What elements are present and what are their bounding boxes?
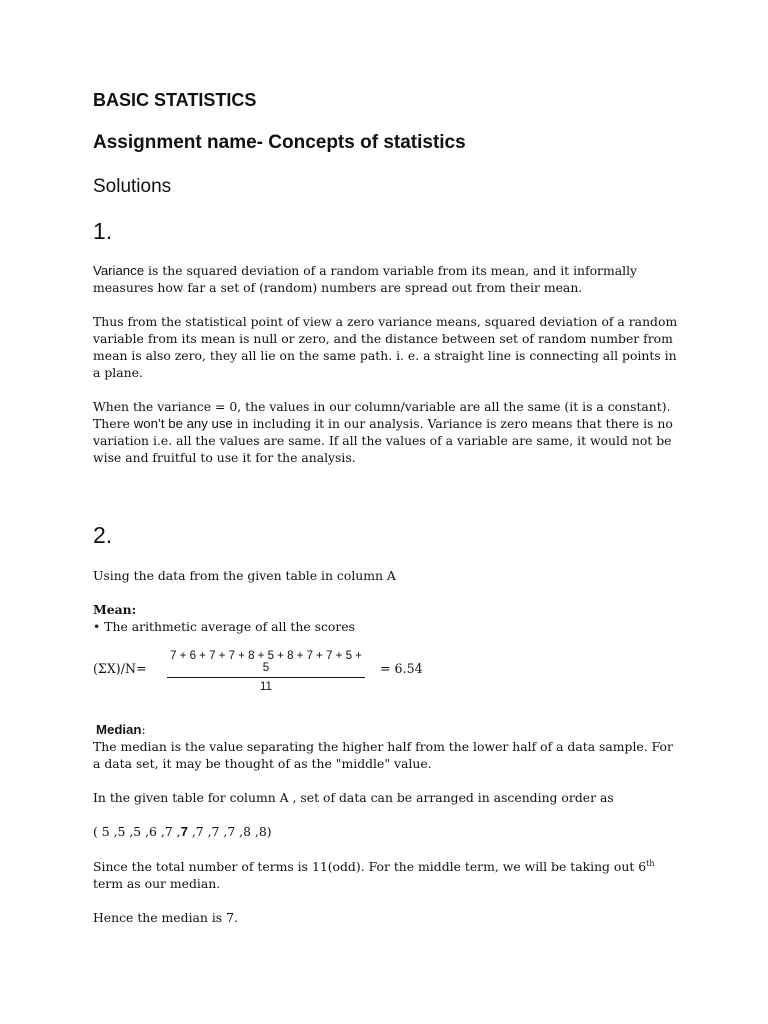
ordered-data bbox=[93, 823, 683, 840]
implication-part-a: When the variance = 0, the values in our column/variable are all the same (it is a constant). There bbox=[93, 399, 671, 431]
ordered-data-start: ( 5 ,5 ,5 ,6 ,7 , bbox=[93, 824, 181, 839]
median-label-line bbox=[96, 721, 686, 738]
solutions-heading: Solutions bbox=[93, 176, 172, 197]
median-result: Hence the median is 7. bbox=[93, 910, 238, 925]
implication-emphasis: won’t be any use bbox=[133, 416, 233, 431]
median-definition: The median is the value separating the higher half from the lower half of a data sample. For a data set, it may be thought of as the "middle" value. bbox=[93, 739, 673, 771]
q2-intro: Using the data from the given table in column A bbox=[93, 568, 396, 583]
variance-term: Variance bbox=[93, 263, 145, 278]
variance-definition: is the squared deviation of a random variable from its mean, and it informally measures how far a set of (random) numbers are spread out from their mean. bbox=[93, 263, 638, 295]
formula-fraction bbox=[167, 650, 365, 693]
question-2-number: 2. bbox=[93, 522, 113, 548]
ordered-data-middle: 7 bbox=[180, 824, 188, 839]
ordered-data-end: ,7 ,7 ,7 ,8 ,8) bbox=[187, 824, 272, 839]
formula-numerator: 7 + 6 + 7 + 7 + 8 + 5 + 8 + 7 + 7 + 5 + 5 bbox=[167, 650, 365, 678]
q1-paragraph-zero-variance: Thus from the statistical point of view a zero variance means, squared deviation of a random variable from its mean is null or zero, and the distance between set of random number from mean is also zero, they all lie on the same path. i. e. a straight line is connecting all points in a plane. bbox=[93, 314, 678, 380]
question-1-number: 1. bbox=[93, 218, 113, 244]
median-explanation-a: Since the total number of terms is 11(odd). For the middle term, we will be taking out 6 bbox=[93, 859, 647, 874]
mean-formula bbox=[93, 650, 693, 693]
ordinal-suffix: th bbox=[646, 858, 655, 868]
median-explanation bbox=[93, 858, 683, 892]
q1-paragraph-variance bbox=[93, 262, 683, 296]
median-colon: : bbox=[141, 722, 146, 737]
formula-result: = 6.54 bbox=[380, 661, 423, 676]
median-ordering-intro: In the given table for column A , set of data can be arranged in ascending order as bbox=[93, 790, 614, 805]
formula-lhs: (ΣX)/N= bbox=[93, 661, 147, 676]
q1-paragraph-implications bbox=[93, 398, 683, 466]
document-title: BASIC STATISTICS bbox=[93, 90, 257, 110]
median-explanation-b: term as our median. bbox=[93, 876, 221, 891]
formula-denominator: 11 bbox=[260, 681, 272, 693]
assignment-name: Assignment name- Concepts of statistics bbox=[93, 132, 466, 153]
mean-label: Mean: bbox=[93, 602, 137, 617]
implication-part-b: in including it in our analysis. Variance is zero means that there is no variation i.e. all the values are same. If all the values of a variable are same, it would not be wise and fruitful to use it for the analysis. bbox=[93, 416, 673, 465]
mean-bullet: • The arithmetic average of all the scores bbox=[93, 619, 355, 634]
median-label: Median bbox=[96, 722, 142, 737]
